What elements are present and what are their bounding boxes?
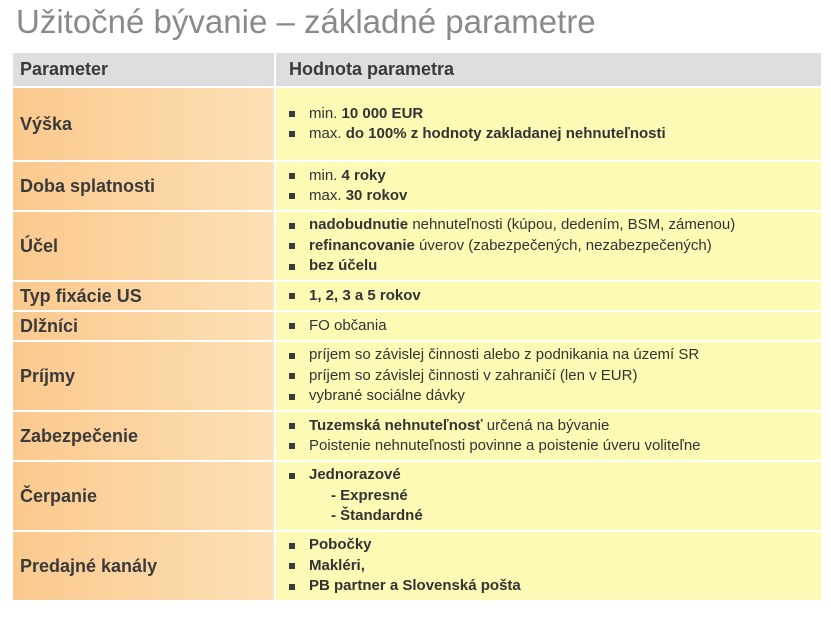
parameter-name: Typ fixácie US bbox=[13, 281, 275, 311]
table-row bbox=[13, 87, 821, 161]
square-bullet-icon bbox=[289, 223, 295, 229]
square-bullet-icon bbox=[289, 323, 295, 329]
table-row bbox=[13, 211, 821, 281]
list-item-text bbox=[309, 215, 735, 236]
list-item-bold-text: bez účelu bbox=[309, 257, 378, 275]
list-item-bold-text: Makléri, bbox=[309, 556, 365, 574]
list-item-bold-text: nadobudnutie bbox=[309, 216, 409, 234]
list-item-text bbox=[309, 124, 666, 145]
list-item-pre-text: príjem so závislej činnosti v zahraničí (len v EUR) bbox=[309, 366, 638, 384]
parameter-name: Predajné kanály bbox=[13, 531, 275, 601]
square-bullet-icon bbox=[289, 173, 295, 179]
list-item bbox=[289, 465, 821, 486]
parameter-value bbox=[275, 311, 821, 341]
list-item-text bbox=[309, 236, 712, 257]
sub-list-item: - Štandardné bbox=[331, 507, 423, 525]
list-item bbox=[289, 535, 821, 556]
header-value: Hodnota parametra bbox=[275, 53, 821, 87]
table-row bbox=[13, 341, 821, 411]
list-item bbox=[289, 416, 821, 437]
parameter-name: Výška bbox=[13, 87, 275, 161]
parameter-name: Príjmy bbox=[13, 341, 275, 411]
list-item bbox=[289, 124, 821, 145]
square-bullet-icon bbox=[289, 353, 295, 359]
table-row bbox=[13, 461, 821, 531]
list-item-text bbox=[309, 366, 637, 387]
list-item bbox=[289, 286, 821, 307]
list-item-bold-text: PB partner a Slovenská pošta bbox=[309, 577, 521, 595]
list-item bbox=[289, 215, 821, 236]
parameter-name: Čerpanie bbox=[13, 461, 275, 531]
list-item bbox=[289, 104, 821, 125]
table-header-row bbox=[13, 53, 821, 87]
list-item-text bbox=[309, 316, 387, 337]
list-item-text bbox=[309, 556, 365, 577]
list-item-text bbox=[309, 416, 609, 437]
list-item-text bbox=[309, 465, 401, 486]
parameter-value bbox=[275, 211, 821, 281]
list-item-pre-text: vybrané sociálne dávky bbox=[309, 387, 465, 405]
list-item bbox=[289, 186, 821, 207]
list-item-bold-text: Pobočky bbox=[309, 536, 372, 554]
list-item bbox=[289, 366, 821, 387]
square-bullet-icon bbox=[289, 131, 295, 137]
list-item bbox=[289, 166, 821, 187]
list-item-post-text: nehnuteľnosti (kúpou, dedením, BSM, zámenou) bbox=[408, 216, 736, 234]
parameter-value bbox=[275, 531, 821, 601]
table-row bbox=[13, 281, 821, 311]
list-item-bold-text: 10 000 EUR bbox=[341, 104, 424, 122]
list-item-bold-text: 1, 2, 3 a 5 rokov bbox=[309, 286, 421, 304]
table-row bbox=[13, 311, 821, 341]
table-row bbox=[13, 161, 821, 211]
square-bullet-icon bbox=[289, 264, 295, 270]
parameter-value bbox=[275, 161, 821, 211]
square-bullet-icon bbox=[289, 293, 295, 299]
parameter-name: Dlžníci bbox=[13, 311, 275, 341]
list-item-post-text: určená na bývanie bbox=[482, 416, 610, 434]
list-item-pre-text: FO občania bbox=[309, 316, 387, 334]
square-bullet-icon bbox=[289, 111, 295, 117]
list-item-text bbox=[309, 535, 372, 556]
list-item-text bbox=[309, 186, 407, 207]
list-item bbox=[289, 345, 821, 366]
list-item-pre-text: max. bbox=[309, 187, 346, 204]
list-item bbox=[289, 316, 821, 337]
square-bullet-icon bbox=[289, 373, 295, 379]
list-item-text bbox=[309, 576, 521, 597]
list-item bbox=[289, 556, 821, 577]
list-item bbox=[289, 576, 821, 597]
list-item-bold-text: do 100% z hodnoty zakladanej nehnuteľnosti bbox=[345, 125, 666, 142]
square-bullet-icon bbox=[289, 193, 295, 199]
list-item-bold-text: Tuzemská nehnuteľnosť bbox=[309, 416, 483, 434]
sub-list-item: - Expresné bbox=[331, 486, 408, 504]
list-item-text bbox=[309, 286, 421, 307]
list-item-text bbox=[309, 166, 386, 187]
square-bullet-icon bbox=[289, 543, 295, 549]
table-row bbox=[13, 531, 821, 601]
square-bullet-icon bbox=[289, 443, 295, 449]
list-item-pre-text: min. bbox=[309, 166, 342, 184]
parameter-value bbox=[275, 341, 821, 411]
square-bullet-icon bbox=[289, 563, 295, 569]
parameter-value bbox=[275, 281, 821, 311]
list-item-text bbox=[309, 386, 465, 407]
list-item-post-text: úverov (zabezpečených, nezabezpečených) bbox=[414, 236, 712, 254]
table-row bbox=[13, 411, 821, 461]
square-bullet-icon bbox=[289, 243, 295, 249]
list-item bbox=[289, 386, 821, 407]
list-item bbox=[289, 436, 821, 457]
list-item-pre-text: min. bbox=[309, 104, 342, 122]
list-item-bold-text: refinancovanie bbox=[309, 236, 415, 254]
parameters-table bbox=[13, 53, 821, 602]
parameter-value bbox=[275, 411, 821, 461]
list-item bbox=[289, 256, 821, 277]
list-item-pre-text: max. bbox=[309, 125, 346, 142]
list-item-bold-text: 4 roky bbox=[341, 166, 386, 184]
list-item-pre-text: Poistenie nehnuteľnosti povinne a poistenie úveru voliteľne bbox=[309, 437, 701, 454]
list-item-bold-text: Jednorazové bbox=[309, 466, 401, 484]
list-item-bold-text: 30 rokov bbox=[345, 187, 408, 204]
parameter-name: Zabezpečenie bbox=[13, 411, 275, 461]
list-item-text bbox=[309, 436, 701, 457]
square-bullet-icon bbox=[289, 584, 295, 590]
list-item-pre-text: príjem so závislej činnosti alebo z podnikania na území SR bbox=[309, 346, 700, 364]
header-parameter: Parameter bbox=[13, 53, 275, 87]
list-item-text bbox=[309, 345, 699, 366]
square-bullet-icon bbox=[289, 473, 295, 479]
list-item bbox=[289, 236, 821, 257]
square-bullet-icon bbox=[289, 423, 295, 429]
list-item-text bbox=[309, 256, 377, 277]
parameter-name: Doba splatnosti bbox=[13, 161, 275, 211]
page-title: Užitočné bývanie – základné parametre bbox=[16, 3, 596, 40]
parameter-value bbox=[275, 461, 821, 531]
list-item-text bbox=[309, 104, 423, 125]
square-bullet-icon bbox=[289, 394, 295, 400]
parameter-name: Účel bbox=[13, 211, 275, 281]
parameter-value bbox=[275, 87, 821, 161]
